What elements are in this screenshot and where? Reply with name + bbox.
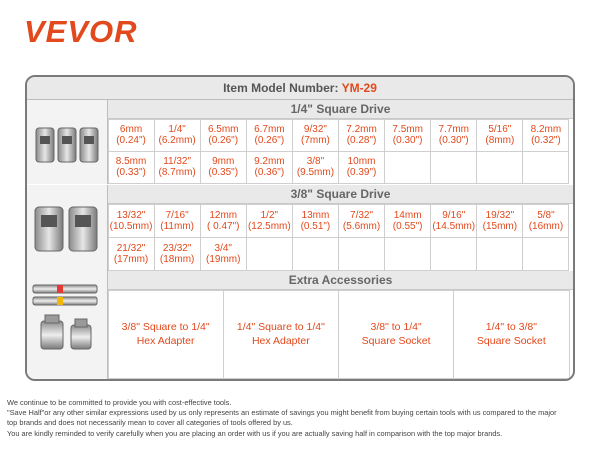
- size-cell: 5/16" (8mm): [476, 119, 523, 152]
- size-cell: 7/16" (11mm): [154, 204, 201, 238]
- disclaimer-line: We continue to be committed to provide you with cost-effective tools.: [7, 398, 232, 407]
- socket-extractor-icon: [27, 100, 107, 184]
- size-cell: 9/32" (7mm): [292, 119, 339, 152]
- size-cell: [292, 237, 339, 271]
- size-cell: [476, 237, 523, 271]
- socket-extractor-icon: [27, 185, 107, 271]
- size-cell: 23/32" (18mm): [154, 237, 201, 271]
- size-cell: 8.5mm (0.33"): [108, 151, 155, 184]
- size-cell: 7.7mm (0.30"): [430, 119, 477, 152]
- accessories-image: [27, 271, 108, 381]
- size-cell: 5/8" (16mm): [522, 204, 569, 238]
- size-cell: [430, 151, 477, 184]
- size-cell: 8.2mm (0.32"): [522, 119, 569, 152]
- vevor-logo: VEVOR: [24, 14, 138, 49]
- model-number: YM-29: [341, 81, 377, 95]
- accessories-title: Extra Accessories: [108, 271, 573, 290]
- size-cell: [476, 151, 523, 184]
- quarter-drive-title: 1/4" Square Drive: [108, 100, 573, 119]
- accessory-cell: 3/8" Square to 1/4" Hex Adapter: [108, 290, 224, 379]
- size-cell: 3/4" (19mm): [200, 237, 247, 271]
- section-extra-accessories: [27, 271, 573, 381]
- quarter-drive-extractors-image: [27, 100, 108, 184]
- size-cell: 10mm (0.39"): [338, 151, 385, 184]
- size-cell: 6.5mm (0.26"): [200, 119, 247, 152]
- accessory-cell: 1/4" to 3/8" Square Socket: [453, 290, 569, 379]
- size-cell: [522, 237, 569, 271]
- disclaimer-line: "Save Half"or any other similar expressions used by us only represents an estimate of savings you might benefit from buying certain tools with us compared to the major: [7, 408, 557, 418]
- size-cell: 9.2mm (0.36"): [246, 151, 293, 184]
- disclaimer-line: You are kindly reminded to verify carefully when you are placing an order with us if you are actually saving half in comparison with the top major brands.: [7, 428, 503, 438]
- adapter-icon: [27, 271, 107, 381]
- size-cell: 7.5mm (0.30"): [384, 119, 431, 152]
- size-cell: 6.7mm (0.26"): [246, 119, 293, 152]
- size-cell: [384, 151, 431, 184]
- size-cell: [430, 237, 477, 271]
- size-cell: 14mm (0.55"): [384, 204, 431, 238]
- size-cell: 7.2mm (0.28"): [338, 119, 385, 152]
- size-cell: 1/2" (12.5mm): [246, 204, 293, 238]
- size-cell: [246, 237, 293, 271]
- size-cell: 9mm (0.35"): [200, 151, 247, 184]
- size-chart-panel: [25, 75, 575, 381]
- size-cell: 19/32" (15mm): [476, 204, 523, 238]
- accessories-grid: [108, 290, 569, 378]
- size-cell: 21/32" (17mm): [108, 237, 155, 271]
- size-cell: 13/32" (10.5mm): [108, 204, 155, 238]
- size-cell: 11/32" (8.7mm): [154, 151, 201, 184]
- size-cell: 13mm (0.51"): [292, 204, 339, 238]
- model-label: Item Model Number:: [223, 81, 342, 95]
- size-cell: [338, 237, 385, 271]
- quarter-drive-size-grid: [108, 119, 569, 183]
- size-cell: 7/32" (5.6mm): [338, 204, 385, 238]
- accessory-cell: 1/4" Square to 1/4" Hex Adapter: [223, 290, 339, 379]
- size-cell: [384, 237, 431, 271]
- model-number-bar: [27, 77, 573, 100]
- three-eighths-drive-extractors-image: [27, 185, 108, 271]
- section-three-eighths-drive: [27, 185, 573, 271]
- size-cell: 9/16" (14.5mm): [430, 204, 477, 238]
- three-eighths-drive-title: 3/8" Square Drive: [108, 185, 573, 204]
- disclaimer-line: top brands and does not necessarily mean to cover all categories of tools offered by us.: [7, 418, 293, 428]
- size-cell: 6mm (0.24"): [108, 119, 155, 152]
- size-cell: [522, 151, 569, 184]
- size-cell: 3/8" (9.5mm): [292, 151, 339, 184]
- three-eighths-drive-size-grid: [108, 204, 569, 270]
- size-cell: 12mm ( 0.47"): [200, 204, 247, 238]
- disclaimer: [7, 398, 599, 439]
- size-cell: 1/4" (6.2mm): [154, 119, 201, 152]
- section-quarter-drive: [27, 100, 573, 185]
- accessory-cell: 3/8" to 1/4" Square Socket: [338, 290, 454, 379]
